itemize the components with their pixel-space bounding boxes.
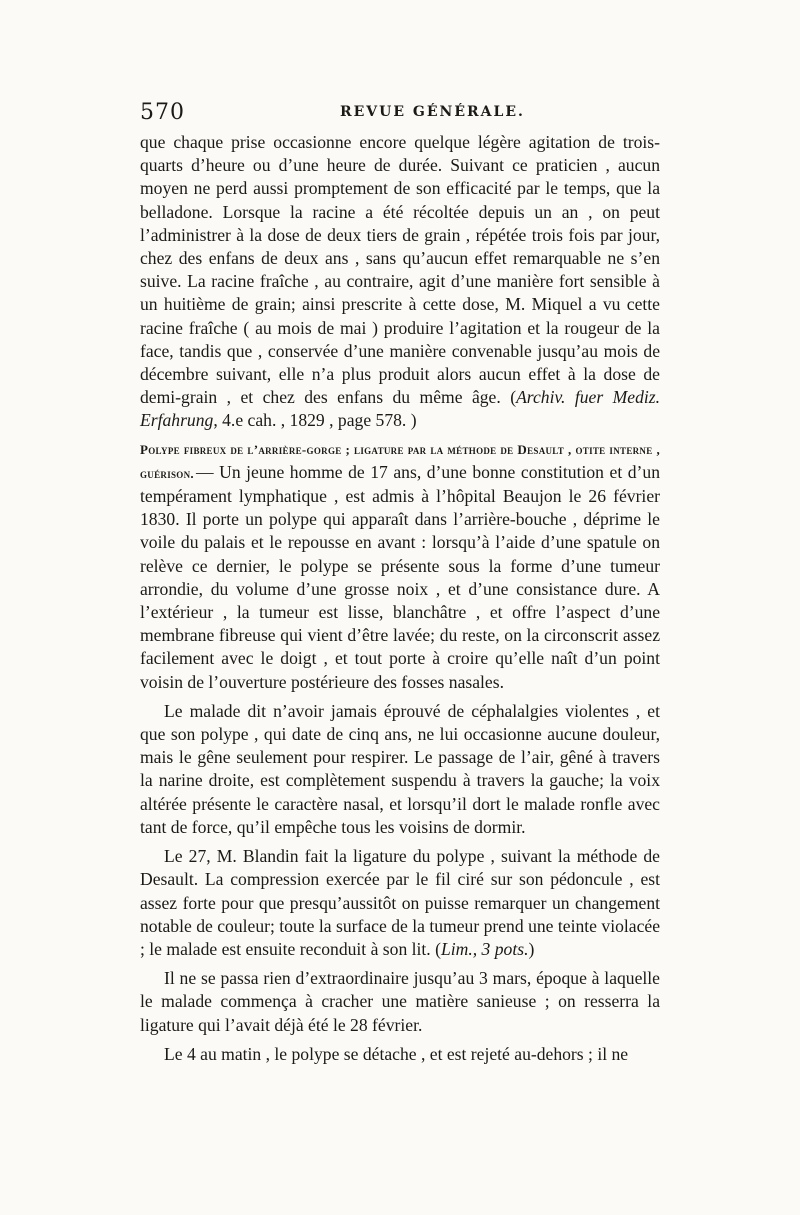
paragraph-text: Il ne se passa rien d’extraordinaire jusqu’au 3 mars, époque à laquelle le malade commença à cracher une matière sanieuse ; on resserra la ligature qui l’avait déjà été le 28 février. xyxy=(140,968,660,1035)
article-body xyxy=(140,131,660,1066)
running-head: REVUE GÉNÉRALE. xyxy=(340,104,525,120)
page-header xyxy=(140,100,660,130)
paragraph xyxy=(140,131,660,433)
paragraph-text: Le 4 au matin , le polype se détache , et est rejeté au-dehors ; il ne xyxy=(164,1043,629,1064)
paragraph xyxy=(140,1043,660,1066)
paragraph xyxy=(140,437,660,694)
paragraph-text: que chaque prise occasionne encore quelque légère agitation de trois-quarts d’heure ou d’une heure de durée. Suivant ce praticien , aucun moyen ne perd aussi promptement de son efficacité par le temps, que la belladone. Lorsque la racine a été récoltée depuis un an , on peut l’administrer à la dose de deux tiers de grain , répétée trois fois par jour, chez des enfans de deux ans , sans qu’aucun effet remarquable ne s’en suive. La racine fraîche , au contraire, agit d’une manière fort sensible à un huitième de grain; ainsi prescrite à cette dose, M. Miquel a vu cette racine fraîche ( au mois de mai ) produire l’agitation et la rougeur de la face, tandis que , conservée d’une manière convenable jusqu’au mois de décembre suivant, elle n’a plus produit alors aucun effet à la dose de demi-grain , et chez des enfans du même âge. ( xyxy=(140,132,660,408)
page-number: 570 xyxy=(140,100,185,125)
paragraph xyxy=(140,700,660,839)
citation-tail: , 4.e cah. , 1829 , page 578. ) xyxy=(213,410,417,431)
paragraph xyxy=(140,967,660,1037)
section-heading: Polype fibreux de l’arrière-gorge ; ligature par la méthode de Desault , otite interne , guérison. xyxy=(140,441,660,481)
paragraph xyxy=(140,845,660,961)
citation: Archiv. fuer Mediz. Erfahrung xyxy=(140,387,661,431)
em-dash: — xyxy=(195,461,214,482)
paragraph-text: Un jeune homme de 17 ans, d’une bonne constitution et d’un tempérament lymphatique , est admis à l’hôpital Beaujon le 26 février 1830. Il porte un polype qui apparaît dans l’arrière-bouche , déprime le voile du palais et le repousse en avant : lorsqu’à l’aide d’une spatule on relève ce dernier, le polype se présente sous la forme d’une tumeur arrondie, du volume d’une grosse noix , et d’une consistance dure. A l’extérieur , la tumeur est lisse, blanchâtre , et offre l’aspect d’une membrane fibreuse qui vient d’être lavée; du reste, on la circonscrit assez facilement avec le doigt , et tout porte à croire qu’elle naît d’un point voisin de l’ouverture postérieure des fosses nasales. xyxy=(140,461,660,692)
paragraph-text: Le 27, M. Blandin fait la ligature du polype , suivant la méthode de Desault. La compression exercée par le fil ciré sur son pédoncule , est assez forte pour que presqu’aussitôt on puisse remarquer un changement notable de couleur; toute la surface de la tumeur prend une teinte violacée ; le malade est ensuite reconduit à son lit. ( xyxy=(140,846,660,959)
citation: Lim., 3 pots. xyxy=(440,938,529,959)
paragraph-text: Le malade dit n’avoir jamais éprouvé de céphalalgies violentes , et que son polype , qui date de cinq ans, ne lui occasionne aucune douleur, mais le gêne seulement pour respirer. Le passage de l’air, gêné à travers la narine droite, est complètement suspendu à travers la gauche; la voix altérée présente le caractère nasal, et lorsqu’il dort le malade ronfle avec tant de force, qu’il empêche tous les voisins de dormir. xyxy=(140,700,660,837)
citation-tail: ) xyxy=(528,938,535,959)
